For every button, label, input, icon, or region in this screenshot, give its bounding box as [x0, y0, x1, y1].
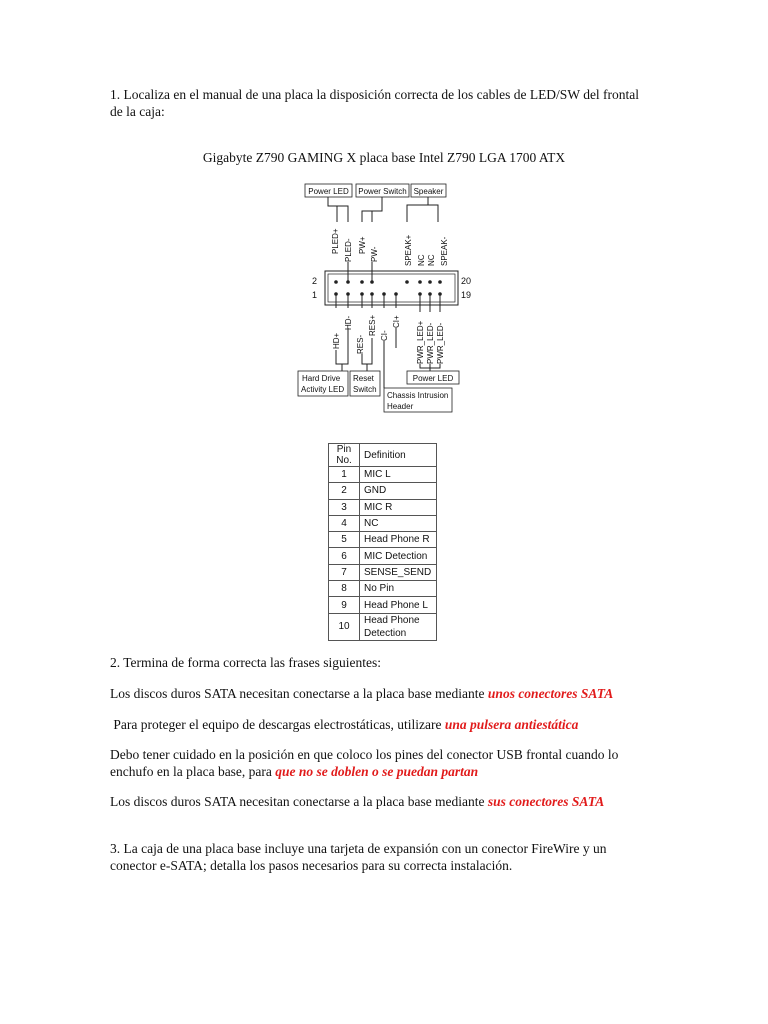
definition-cell: NC [360, 515, 437, 531]
pin-cell: 9 [329, 597, 360, 613]
reset-box-line-2: Switch [353, 385, 377, 394]
table-header-definition: Definition [360, 444, 437, 467]
pin-number-19: 19 [461, 290, 472, 300]
pin-cell: 7 [329, 564, 360, 580]
question-3-line-2: conector e-SATA; detalla los pasos necesarios para su correcta instalación. [110, 858, 513, 873]
pin-cell: 4 [329, 515, 360, 531]
pin-label-nc-2: NC [427, 254, 436, 266]
pin-label-hd-plus: HD+ [332, 332, 341, 349]
sentence-4 [110, 793, 604, 810]
question-1: 1. Localiza en el manual de una placa la disposición correcta de los cables de LED/SW del frontal de la caja: [110, 87, 640, 119]
definition-cell: MIC R [360, 499, 437, 515]
pin-label-hd-minus: HD- [344, 315, 353, 330]
sentence-2-text: Para proteger el equipo de descargas electrostáticas, utilizare [110, 717, 445, 732]
power-led-box-label: Power LED [308, 187, 349, 196]
bottom-pin-labels [332, 315, 445, 364]
top-wiring [328, 197, 438, 222]
sentence-2 [110, 716, 578, 733]
definition-cell: SENSE_SEND [360, 564, 437, 580]
pin-label-pwr-led-minus-1: PWR_LED- [426, 322, 435, 364]
pin-cell: 5 [329, 532, 360, 548]
sentence-3-line-1: Debo tener cuidado en la posición en que coloco los pines del conector USB frontal cuando lo [110, 747, 619, 762]
table-row [329, 532, 437, 548]
pin-dots [334, 280, 442, 296]
table-row [329, 613, 437, 640]
definition-line-1: Head Phone [364, 614, 420, 626]
pin-label-ci-minus: CI- [380, 330, 389, 341]
sentence-1-text: Los discos duros SATA necesitan conectarse a la placa base mediante [110, 686, 488, 701]
board-title: Gigabyte Z790 GAMING X placa base Intel Z790 LGA 1700 ATX [202, 150, 566, 165]
sentence-4-answer: sus conectores SATA [487, 794, 605, 809]
sentence-3-line-2 [110, 763, 478, 780]
hdd-box-line-2: Activity LED [301, 385, 345, 394]
definition-cell: GND [360, 483, 437, 499]
definition-cell: MIC Detection [360, 548, 437, 564]
speaker-box-label: Speaker [413, 187, 444, 196]
table-header-row [329, 444, 437, 467]
audio-pin-table [328, 443, 437, 641]
sentence-3-answer: que no se doblen o se puedan partan [275, 764, 479, 779]
chassis-box-line-2: Header [387, 402, 414, 411]
definition-cell [360, 613, 437, 640]
pin-label-nc-1: NC [417, 254, 426, 266]
table-row [329, 483, 437, 499]
top-label-boxes [305, 184, 446, 197]
definition-cell: Head Phone R [360, 532, 437, 548]
pin-label-pw-plus: PW+ [358, 236, 367, 254]
bottom-label-boxes [298, 371, 459, 412]
power-switch-box-label: Power Switch [358, 187, 407, 196]
table-row [329, 467, 437, 483]
pin-label-ci-plus: CI+ [392, 315, 401, 328]
pin-cell: 2 [329, 483, 360, 499]
question-3-line-1: 3. La caja de una placa base incluye una tarjeta de expansión con un conector FireWire y un [110, 841, 607, 856]
question-2: 2. Termina de forma correcta las frases siguientes: [110, 655, 381, 670]
table-row [329, 581, 437, 597]
pin-label-res-minus: RES- [356, 334, 365, 354]
sentence-3-text: enchufo en la placa base, para [110, 764, 276, 779]
sentence-1-answer: unos conectores SATA [487, 686, 614, 701]
pin-number-2: 2 [312, 276, 318, 286]
pin-label-res-plus: RES+ [368, 314, 377, 336]
reset-box-line-1: Reset [353, 374, 374, 383]
definition-cell: MIC L [360, 467, 437, 483]
pin-cell: 10 [329, 613, 360, 640]
definition-line-2: Detection [364, 627, 407, 639]
pin-label-speak-minus: SPEAK- [440, 236, 449, 266]
sentence-1 [110, 685, 613, 702]
hdd-box-line-1: Hard Drive [302, 374, 341, 383]
pin-label-pwr-led-minus-2: PWR_LED- [436, 322, 445, 364]
pin-number-1: 1 [312, 290, 318, 300]
pin-label-pwr-led-plus: PWR_LED+ [416, 320, 425, 364]
table-row [329, 548, 437, 564]
pin-cell: 6 [329, 548, 360, 564]
power-led-bottom-box-label: Power LED [412, 374, 454, 383]
pin-label-speak-plus: SPEAK+ [404, 234, 413, 266]
table-row [329, 515, 437, 531]
pin-cell: 1 [329, 467, 360, 483]
sentence-2-answer: una pulsera antiestática [444, 717, 579, 732]
definition-cell: Head Phone L [360, 597, 437, 613]
front-panel-header-diagram [290, 178, 470, 413]
table-row [329, 499, 437, 515]
pin-number-20: 20 [461, 276, 472, 286]
sentence-4-text: Los discos duros SATA necesitan conectarse a la placa base mediante [110, 794, 488, 809]
pin-label-pled-minus: PLED- [344, 238, 353, 262]
pin-cell: 8 [329, 581, 360, 597]
pin-cell: 3 [329, 499, 360, 515]
pin-label-pw-minus: PW- [370, 246, 379, 262]
table-row [329, 564, 437, 580]
pin-label-pled-plus: PLED+ [331, 228, 340, 254]
table-header-pin: Pin No. [329, 444, 360, 467]
table-row [329, 597, 437, 613]
top-pin-labels [331, 228, 449, 266]
chassis-box-line-1: Chassis Intrusion [387, 391, 449, 400]
definition-cell: No Pin [360, 581, 437, 597]
